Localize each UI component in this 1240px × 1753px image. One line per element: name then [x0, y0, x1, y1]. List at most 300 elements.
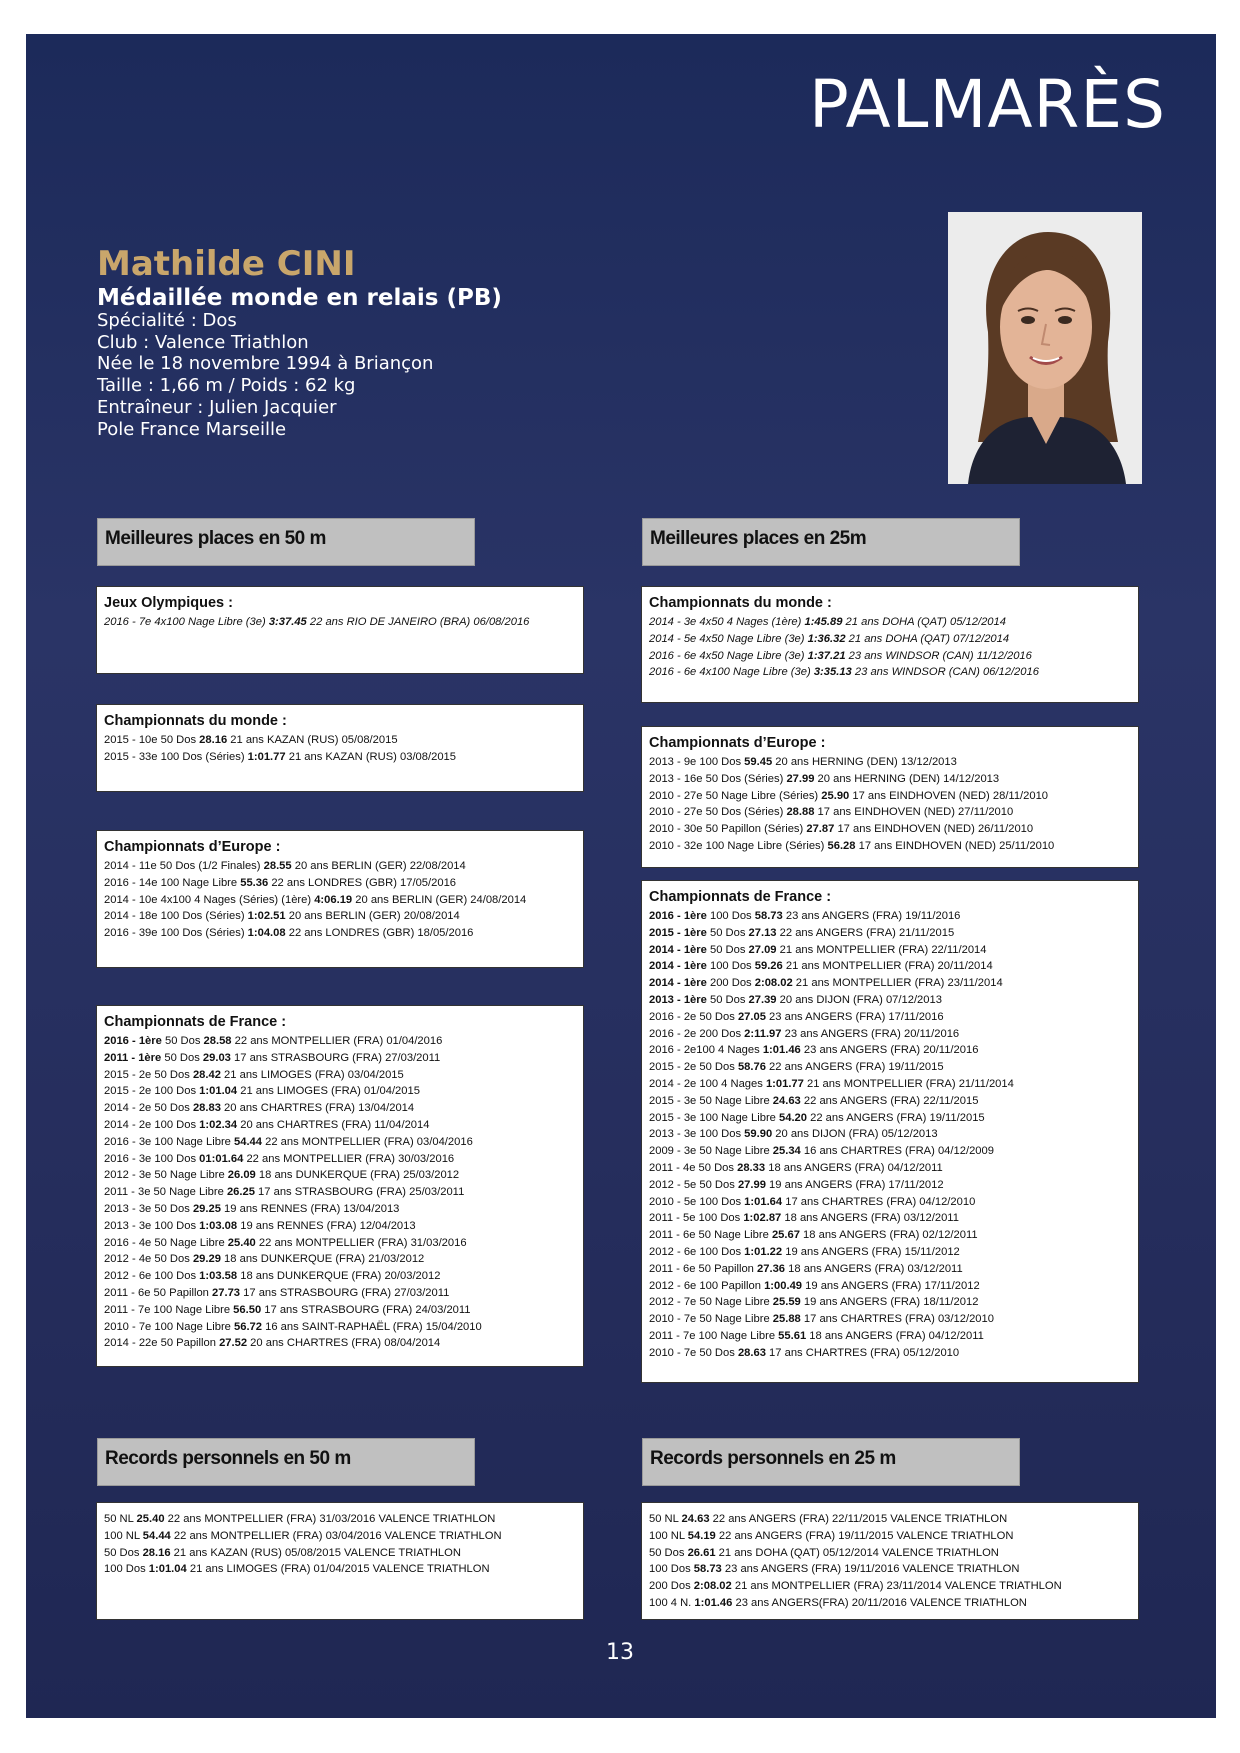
result-time: 27.73 [212, 1286, 241, 1299]
result-row [104, 1167, 576, 1184]
result-text: 2010 - 32e 100 Nage Libre (Séries) [649, 839, 828, 852]
result-text: 2012 - 6e 100 Dos [104, 1270, 200, 1283]
result-time: 54.44 [142, 1529, 171, 1542]
result-text: 20 ans BERLIN (GER) 20/08/2014 [285, 910, 460, 923]
result-row [649, 1528, 1131, 1545]
result-text: 22 ans LONDRES (GBR) 18/05/2016 [285, 927, 474, 940]
result-time: 28.42 [192, 1068, 221, 1081]
result-text: 50 Dos [706, 993, 749, 1006]
result-row [649, 1578, 1131, 1595]
result-time: 26.61 [687, 1546, 716, 1559]
result-row [649, 1009, 1131, 1026]
result-text: 200 Dos [649, 1580, 694, 1593]
result-text: 2014 - 5e 4x50 Nage Libre (3e) [649, 632, 808, 645]
result-text: 2009 - 3e 50 Nage Libre [649, 1145, 773, 1158]
result-time: 58.76 [737, 1061, 766, 1074]
result-row [104, 1067, 576, 1084]
result-text: 18 ans DUNKERQUE (FRA) 20/03/2012 [237, 1270, 441, 1283]
result-text: 100 NL [649, 1529, 688, 1542]
result-text: 2013 - 16e 50 Dos (Séries) [649, 772, 787, 785]
result-row [104, 1050, 576, 1067]
result-time: 28.33 [737, 1161, 766, 1174]
result-text: 18 ans ANGERS (FRA) 04/12/2011 [806, 1329, 984, 1342]
result-row [104, 1218, 576, 1235]
result-row [649, 1561, 1131, 1578]
result-row [649, 1042, 1131, 1059]
result-text: 17 ans CHARTRES (FRA) 04/12/2010 [782, 1195, 976, 1208]
result-text: 16 ans SAINT-RAPHAËL (FRA) 15/04/2010 [262, 1320, 482, 1333]
result-text: 50 Dos [161, 1035, 204, 1047]
result-time: 27.13 [748, 926, 777, 939]
result-text: 22 ans MONTPELLIER (FRA) 01/04/2016 [231, 1035, 443, 1047]
result-text: 2016 - 2e 200 Dos [649, 1027, 745, 1040]
athlete-info [97, 310, 433, 440]
result-time: 26.25 [226, 1186, 255, 1199]
result-text: 2011 - 5e 100 Dos [649, 1212, 744, 1225]
competition-title: Championnats du monde : [104, 713, 287, 729]
result-time: 56.28 [827, 839, 856, 852]
result-time: 3:37.45 [268, 616, 307, 628]
result-time: 25.40 [136, 1513, 165, 1525]
result-time: 1:01.64 [744, 1195, 783, 1208]
result-text: 18 ans ANGERS (FRA) 03/12/2011 [781, 1212, 959, 1225]
result-text: 20 ans DIJON (FRA) 05/12/2013 [772, 1128, 938, 1141]
result-row [649, 1210, 1131, 1227]
box-records-50m [96, 1502, 584, 1620]
result-text: 200 Dos [706, 977, 755, 990]
result-text: 18 ans DUNKERQUE (FRA) 21/03/2012 [220, 1253, 425, 1266]
result-time: 1:03.58 [199, 1270, 238, 1283]
result-rank: 2015 - 1ère [649, 926, 707, 939]
result-text: 2014 - 3e 4x50 4 Nages (1ère) [649, 616, 805, 628]
result-row [649, 631, 1131, 648]
result-text: 2016 - 2e 50 Dos [649, 1010, 738, 1023]
result-row [649, 1143, 1131, 1160]
result-time: 29.29 [192, 1253, 221, 1266]
result-rank: 2016 - 1ère [104, 1035, 162, 1047]
result-row [104, 1083, 576, 1100]
result-rank: 2016 - 1ère [649, 910, 707, 922]
result-time: 1:01.46 [694, 1596, 733, 1609]
result-time: 25.59 [772, 1296, 801, 1309]
result-row [649, 1026, 1131, 1043]
result-text: 21 ans KAZAN (RUS) 03/08/2015 [285, 750, 456, 763]
result-time: 25.40 [227, 1236, 256, 1249]
result-row [649, 1294, 1131, 1311]
result-time: 1:01.77 [765, 1077, 804, 1090]
result-text: 21 ans LIMOGES (FRA) 01/04/2015 VALENCE TRIATHLON [186, 1563, 490, 1576]
result-text: 2010 - 7e 50 Nage Libre [649, 1313, 773, 1326]
result-text: 22 ans ANGERS (FRA) 19/11/2015 VALENCE TRIATHLON [715, 1529, 1014, 1542]
result-text: 2011 - 3e 50 Nage Libre [104, 1186, 227, 1199]
result-row [649, 958, 1131, 975]
result-text: 2010 - 7e 100 Nage Libre [104, 1320, 234, 1333]
result-row [104, 1302, 576, 1319]
result-text: 18 ans DUNKERQUE (FRA) 25/03/2012 [255, 1169, 460, 1182]
result-text: 50 Dos [104, 1546, 143, 1559]
result-row [649, 804, 1131, 821]
athlete-name: Mathilde CINI [97, 244, 356, 284]
result-time: 56.50 [233, 1303, 262, 1316]
result-row [649, 1126, 1131, 1143]
result-text: 22 ans MONTPELLIER (FRA) 31/03/2016 VALENCE TRIATHLON [164, 1513, 496, 1525]
result-time: 28.16 [199, 734, 228, 746]
result-text: 22 ans LONDRES (GBR) 17/05/2016 [268, 876, 457, 889]
result-time: 29.25 [192, 1202, 221, 1215]
result-row [649, 1076, 1131, 1093]
result-time: 59.45 [744, 756, 773, 768]
result-text: 21 ans DOHA (QAT) 05/12/2014 VALENCE TRIATHLON [715, 1546, 999, 1559]
result-text: 17 ans EINDHOVEN (NED) 27/11/2010 [814, 806, 1014, 819]
result-rank: 2014 - 1ère [649, 960, 707, 973]
competition-title: Championnats d’Europe : [649, 735, 826, 751]
result-text: 19 ans RENNES (FRA) 13/04/2013 [220, 1202, 400, 1215]
result-row [104, 1117, 576, 1134]
result-row [649, 1545, 1131, 1562]
result-time: 1:01.77 [247, 750, 286, 763]
result-text: 21 ans DOHA (QAT) 05/12/2014 [842, 616, 1006, 628]
result-row [649, 1194, 1131, 1211]
result-text: 20 ans CHARTRES (FRA) 08/04/2014 [247, 1337, 441, 1350]
result-rank: 2013 - 1ère [649, 993, 707, 1006]
result-text: 2011 - 7e 100 Nage Libre [104, 1303, 234, 1316]
result-row [649, 975, 1131, 992]
result-rank: 2011 - 1ère [104, 1051, 162, 1064]
result-text: 21 ans MONTPELLIER (FRA) 23/11/2014 [792, 977, 1003, 990]
result-time: 1:36.32 [807, 632, 846, 645]
result-row [649, 1345, 1131, 1362]
result-text: 16 ans CHARTRES (FRA) 04/12/2009 [800, 1145, 994, 1158]
result-text: 22 ans MONTPELLIER (FRA) 30/03/2016 [243, 1152, 455, 1165]
result-time: 59.26 [754, 960, 783, 973]
result-text: 2012 - 7e 50 Nage Libre [649, 1296, 773, 1309]
result-row [104, 1335, 576, 1352]
result-row [104, 1545, 576, 1562]
result-text: 19 ans ANGERS (FRA) 18/11/2012 [800, 1296, 979, 1309]
result-row [104, 1201, 576, 1218]
result-time: 1:37.21 [807, 649, 846, 662]
box-championnats-monde-25m [641, 586, 1139, 703]
result-time: 1:02.34 [199, 1118, 238, 1131]
result-row [104, 1528, 576, 1545]
result-text: 50 NL [649, 1513, 682, 1525]
result-text: 2015 - 3e 50 Nage Libre [649, 1094, 773, 1107]
result-time: 25.88 [772, 1313, 801, 1326]
info-coach: Entraîneur : Julien Jacquier [97, 396, 337, 418]
result-text: 100 Dos [706, 960, 755, 973]
header-records-25m: Records personnels en 25 m [642, 1438, 1020, 1486]
result-time: 25.90 [821, 789, 850, 802]
competition-title: Championnats de France : [104, 1014, 287, 1030]
result-text: 22 ans MONTPELLIER (FRA) 03/04/2016 VALENCE TRIATHLON [170, 1529, 502, 1542]
result-time: 28.83 [192, 1102, 221, 1115]
result-row [104, 908, 576, 925]
box-championnats-france-50m [96, 1005, 584, 1367]
result-text: 2014 - 11e 50 Dos (1/2 Finales) [104, 860, 264, 872]
result-text: 50 NL [104, 1513, 137, 1525]
result-text: 2012 - 4e 50 Dos [104, 1253, 193, 1266]
result-text: 19 ans RENNES (FRA) 12/04/2013 [237, 1219, 416, 1232]
competition-title: Jeux Olympiques : [104, 595, 233, 611]
result-time: 54.20 [779, 1111, 807, 1124]
result-row [649, 821, 1131, 838]
result-time: 2:11.97 [744, 1027, 782, 1040]
result-text: 20 ans HERNING (DEN) 13/12/2013 [772, 756, 957, 768]
result-text: 100 Dos [649, 1563, 694, 1576]
result-text: 20 ans BERLIN (GER) 24/08/2014 [352, 893, 527, 906]
result-row [104, 749, 576, 766]
result-rank: 2014 - 1ère [649, 943, 707, 956]
competition-title: Championnats d’Europe : [104, 839, 281, 855]
result-time: 27.99 [737, 1178, 766, 1191]
result-row [649, 614, 1131, 631]
result-text: 22 ans ANGERS (FRA) 19/11/2015 [765, 1061, 944, 1074]
result-time: 1:01.46 [762, 1044, 801, 1057]
result-text: 50 Dos [649, 1546, 688, 1559]
result-row [104, 1033, 576, 1050]
result-row [649, 648, 1131, 665]
box-championnats-europe-25m [641, 726, 1139, 868]
result-text: 20 ans CHARTRES (FRA) 11/04/2014 [237, 1118, 430, 1131]
result-text: 2010 - 27e 50 Nage Libre (Séries) [649, 789, 822, 802]
result-time: 24.63 [772, 1094, 801, 1107]
result-text: 2016 - 4e 50 Nage Libre [104, 1236, 228, 1249]
result-time: 1:01.04 [199, 1085, 238, 1098]
result-text: 2014 - 22e 50 Papillon [104, 1337, 220, 1350]
result-text: 2015 - 33e 100 Dos (Séries) [104, 750, 248, 763]
result-text: 21 ans DOHA (QAT) 07/12/2014 [845, 632, 1010, 645]
result-time: 2:08.02 [693, 1580, 732, 1593]
result-text: 23 ans ANGERS (FRA) 19/11/2016 [782, 910, 961, 922]
result-text: 2016 - 2e100 4 Nages [649, 1044, 763, 1057]
result-row [104, 925, 576, 942]
result-text: 50 Dos [161, 1051, 203, 1064]
result-row [649, 788, 1131, 805]
result-time: 28.88 [786, 806, 815, 819]
result-text: 21 ans MONTPELLIER (FRA) 22/11/2014 [776, 943, 987, 956]
result-text: 2015 - 2e 50 Dos [104, 1068, 193, 1081]
result-time: 3:35.13 [813, 666, 852, 679]
result-row [649, 1311, 1131, 1328]
info-specialty: Spécialité : Dos [97, 310, 237, 331]
result-text: 18 ans ANGERS (FRA) 03/12/2011 [785, 1262, 963, 1275]
result-text: 23 ans ANGERS (FRA) 20/11/2016 [781, 1027, 960, 1040]
result-text: 21 ans MONTPELLIER (FRA) 20/11/2014 [782, 960, 993, 973]
result-row [104, 1184, 576, 1201]
result-time: 2:08.02 [754, 977, 793, 990]
result-time: 58.73 [754, 910, 783, 922]
result-text: 23 ans WINDSOR (CAN) 11/12/2016 [845, 649, 1032, 662]
result-row [104, 875, 576, 892]
result-row [649, 1261, 1131, 1278]
result-text: 17 ans STRASBOURG (FRA) 25/03/2011 [254, 1186, 465, 1199]
result-row [104, 1151, 576, 1168]
result-text: 2015 - 2e 50 Dos [649, 1061, 738, 1074]
result-text: 22 ans ANGERS (FRA) 22/11/2015 [800, 1094, 979, 1107]
result-time: 1:01.04 [148, 1563, 187, 1576]
info-birth: Née le 18 novembre 1994 à Briançon [97, 353, 434, 375]
result-text: 2013 - 3e 100 Dos [104, 1219, 200, 1232]
result-text: 17 ans STRASBOURG (FRA) 27/03/2011 [230, 1051, 441, 1064]
result-text: 2016 - 7e 4x100 Nage Libre (3e) [104, 616, 269, 628]
result-row [104, 1319, 576, 1336]
result-time: 24.63 [681, 1513, 710, 1525]
result-text: 21 ans MONTPELLIER (FRA) 23/11/2014 VALENCE TRIATHLON [731, 1580, 1062, 1593]
result-time: 01:01.64 [199, 1152, 244, 1165]
result-text: 22 ans MONTPELLIER (FRA) 31/03/2016 [255, 1236, 467, 1249]
result-row [649, 754, 1131, 771]
header-best-50m: Meilleures places en 50 m [97, 518, 475, 566]
result-text: 17 ans EINDHOVEN (NED) 26/11/2010 [834, 823, 1034, 836]
info-club: Club : Valence Triathlon [97, 331, 309, 353]
result-text: 21 ans KAZAN (RUS) 05/08/2015 VALENCE TRIATHLON [170, 1546, 461, 1559]
result-text: 21 ans MONTPELLIER (FRA) 21/11/2014 [803, 1077, 1014, 1090]
info-training-center: Pole France Marseille [97, 418, 287, 440]
result-rank: 2014 - 1ère [649, 977, 707, 990]
result-text: 50 Dos [706, 943, 749, 956]
result-text: 2014 - 18e 100 Dos (Séries) [104, 910, 248, 923]
result-time: 1:01.22 [744, 1245, 783, 1258]
result-time: 1:03.08 [199, 1219, 238, 1232]
box-jeux-olympiques [96, 586, 584, 674]
result-text: 20 ans BERLIN (GER) 22/08/2014 [291, 860, 466, 872]
result-row [649, 992, 1131, 1009]
result-row [104, 1268, 576, 1285]
result-text: 22 ans MONTPELLIER (FRA) 03/04/2016 [262, 1135, 473, 1148]
result-time: 27.39 [748, 993, 777, 1006]
result-time: 26.09 [227, 1169, 256, 1182]
result-text: 21 ans LIMOGES (FRA) 03/04/2015 [220, 1068, 404, 1081]
result-text: 2012 - 6e 100 Dos [649, 1245, 745, 1258]
page-title: PALMARÈS [808, 66, 1166, 143]
result-time: 27.36 [757, 1262, 786, 1275]
result-row [104, 732, 576, 749]
result-time: 56.72 [234, 1320, 262, 1333]
result-row [104, 1251, 576, 1268]
result-row [649, 1160, 1131, 1177]
result-row [649, 1595, 1131, 1612]
result-time: 28.16 [142, 1546, 171, 1559]
result-text: 2016 - 6e 4x50 Nage Libre (3e) [649, 649, 808, 662]
result-time: 1:02.51 [247, 910, 286, 923]
athlete-photo [948, 212, 1142, 484]
result-text: 2016 - 6e 4x100 Nage Libre (3e) [649, 666, 814, 679]
result-time: 28.55 [263, 860, 292, 872]
result-time: 25.67 [771, 1229, 800, 1242]
result-row [104, 1285, 576, 1302]
info-height-weight: Taille : 1,66 m / Poids : 62 kg [97, 375, 356, 397]
result-text: 2015 - 10e 50 Dos [104, 734, 200, 746]
result-text: 2010 - 7e 50 Dos [649, 1346, 738, 1359]
result-text: 17 ans STRASBOURG (FRA) 24/03/2011 [261, 1303, 471, 1316]
result-text: 17 ans EINDHOVEN (NED) 28/11/2010 [849, 789, 1049, 802]
result-text: 18 ans ANGERS (FRA) 04/12/2011 [765, 1161, 943, 1174]
result-text: 19 ans ANGERS (FRA) 15/11/2012 [782, 1245, 960, 1258]
result-text: 50 Dos [706, 926, 749, 939]
result-text: 23 ans ANGERS (FRA) 19/11/2016 VALENCE TRIATHLON [721, 1563, 1020, 1576]
result-row [104, 1134, 576, 1151]
result-row [649, 1328, 1131, 1345]
result-row [104, 892, 576, 909]
result-row [104, 858, 576, 875]
result-time: 1:45.89 [804, 616, 843, 628]
result-time: 27.05 [737, 1010, 766, 1023]
result-time: 59.90 [744, 1128, 773, 1141]
result-text: 2013 - 3e 50 Dos [104, 1202, 193, 1215]
result-row [649, 908, 1131, 925]
competition-title: Championnats du monde : [649, 595, 832, 611]
result-text: 2014 - 2e 100 4 Nages [649, 1077, 766, 1090]
result-row [649, 942, 1131, 959]
result-text: 2015 - 3e 100 Nage Libre [649, 1111, 779, 1124]
result-text: 22 ans ANGERS (FRA) 19/11/2015 [807, 1111, 985, 1124]
result-text: 20 ans DIJON (FRA) 07/12/2013 [776, 993, 942, 1006]
result-text: 2011 - 4e 50 Dos [649, 1161, 738, 1174]
box-records-25m [641, 1502, 1139, 1620]
result-text: 20 ans HERNING (DEN) 14/12/2013 [814, 772, 1000, 785]
result-time: 27.99 [786, 772, 815, 785]
box-championnats-europe-50m [96, 830, 584, 968]
result-text: 2011 - 6e 50 Papillon [649, 1262, 758, 1275]
result-time: 27.52 [219, 1337, 248, 1350]
result-text: 22 ans ANGERS (FRA) 22/11/2015 VALENCE TRIATHLON [709, 1513, 1008, 1525]
result-row [649, 1244, 1131, 1261]
result-time: 27.09 [748, 943, 777, 956]
result-text: 2011 - 6e 50 Papillon [104, 1286, 213, 1299]
result-row [104, 614, 576, 631]
result-text: 21 ans LIMOGES (FRA) 01/04/2015 [237, 1085, 420, 1098]
athlete-subtitle: Médaillée monde en relais (PB) [97, 285, 502, 311]
result-row [649, 838, 1131, 855]
result-time: 55.36 [240, 876, 269, 889]
result-text: 23 ans ANGERS (FRA) 17/11/2016 [765, 1010, 944, 1023]
result-row [649, 664, 1131, 681]
result-text: 2016 - 3e 100 Dos [104, 1152, 200, 1165]
result-text: 18 ans ANGERS (FRA) 02/12/2011 [799, 1229, 978, 1242]
result-text: 100 4 N. [649, 1596, 695, 1609]
result-time: 1:04.08 [247, 927, 286, 940]
result-text: 2012 - 3e 50 Nage Libre [104, 1169, 228, 1182]
result-text: 17 ans CHARTRES (FRA) 03/12/2010 [800, 1313, 994, 1326]
result-row [104, 1235, 576, 1252]
result-text: 19 ans ANGERS (FRA) 17/11/2012 [802, 1279, 980, 1292]
result-text: 22 ans RIO DE JANEIRO (BRA) 06/08/2016 [306, 616, 530, 628]
result-row [649, 1059, 1131, 1076]
result-time: 1:00.49 [764, 1279, 803, 1292]
result-text: 100 Dos [706, 910, 755, 922]
header-best-25m: Meilleures places en 25m [642, 518, 1020, 566]
result-time: 27.87 [806, 823, 835, 836]
result-time: 54.19 [687, 1529, 716, 1542]
result-row [649, 1177, 1131, 1194]
result-text: 2015 - 2e 100 Dos [104, 1085, 200, 1098]
result-text: 20 ans CHARTRES (FRA) 13/04/2014 [220, 1102, 415, 1115]
result-text: 2010 - 30e 50 Papillon (Séries) [649, 823, 807, 836]
header-records-50m: Records personnels en 50 m [97, 1438, 475, 1486]
result-text: 2013 - 9e 100 Dos [649, 756, 745, 768]
result-text: 17 ans EINDHOVEN (NED) 25/11/2010 [855, 839, 1055, 852]
result-text: 23 ans WINDSOR (CAN) 06/12/2016 [851, 666, 1039, 679]
box-championnats-france-25m [641, 880, 1139, 1383]
box-championnats-monde-50m [96, 704, 584, 792]
result-time: 55.61 [778, 1329, 807, 1342]
result-row [104, 1561, 576, 1578]
result-text: 2016 - 39e 100 Dos (Séries) [104, 927, 248, 940]
result-time: 29.03 [202, 1051, 231, 1064]
result-row [649, 1110, 1131, 1127]
result-text: 100 Dos [104, 1563, 149, 1576]
result-time: 28.63 [737, 1346, 766, 1359]
